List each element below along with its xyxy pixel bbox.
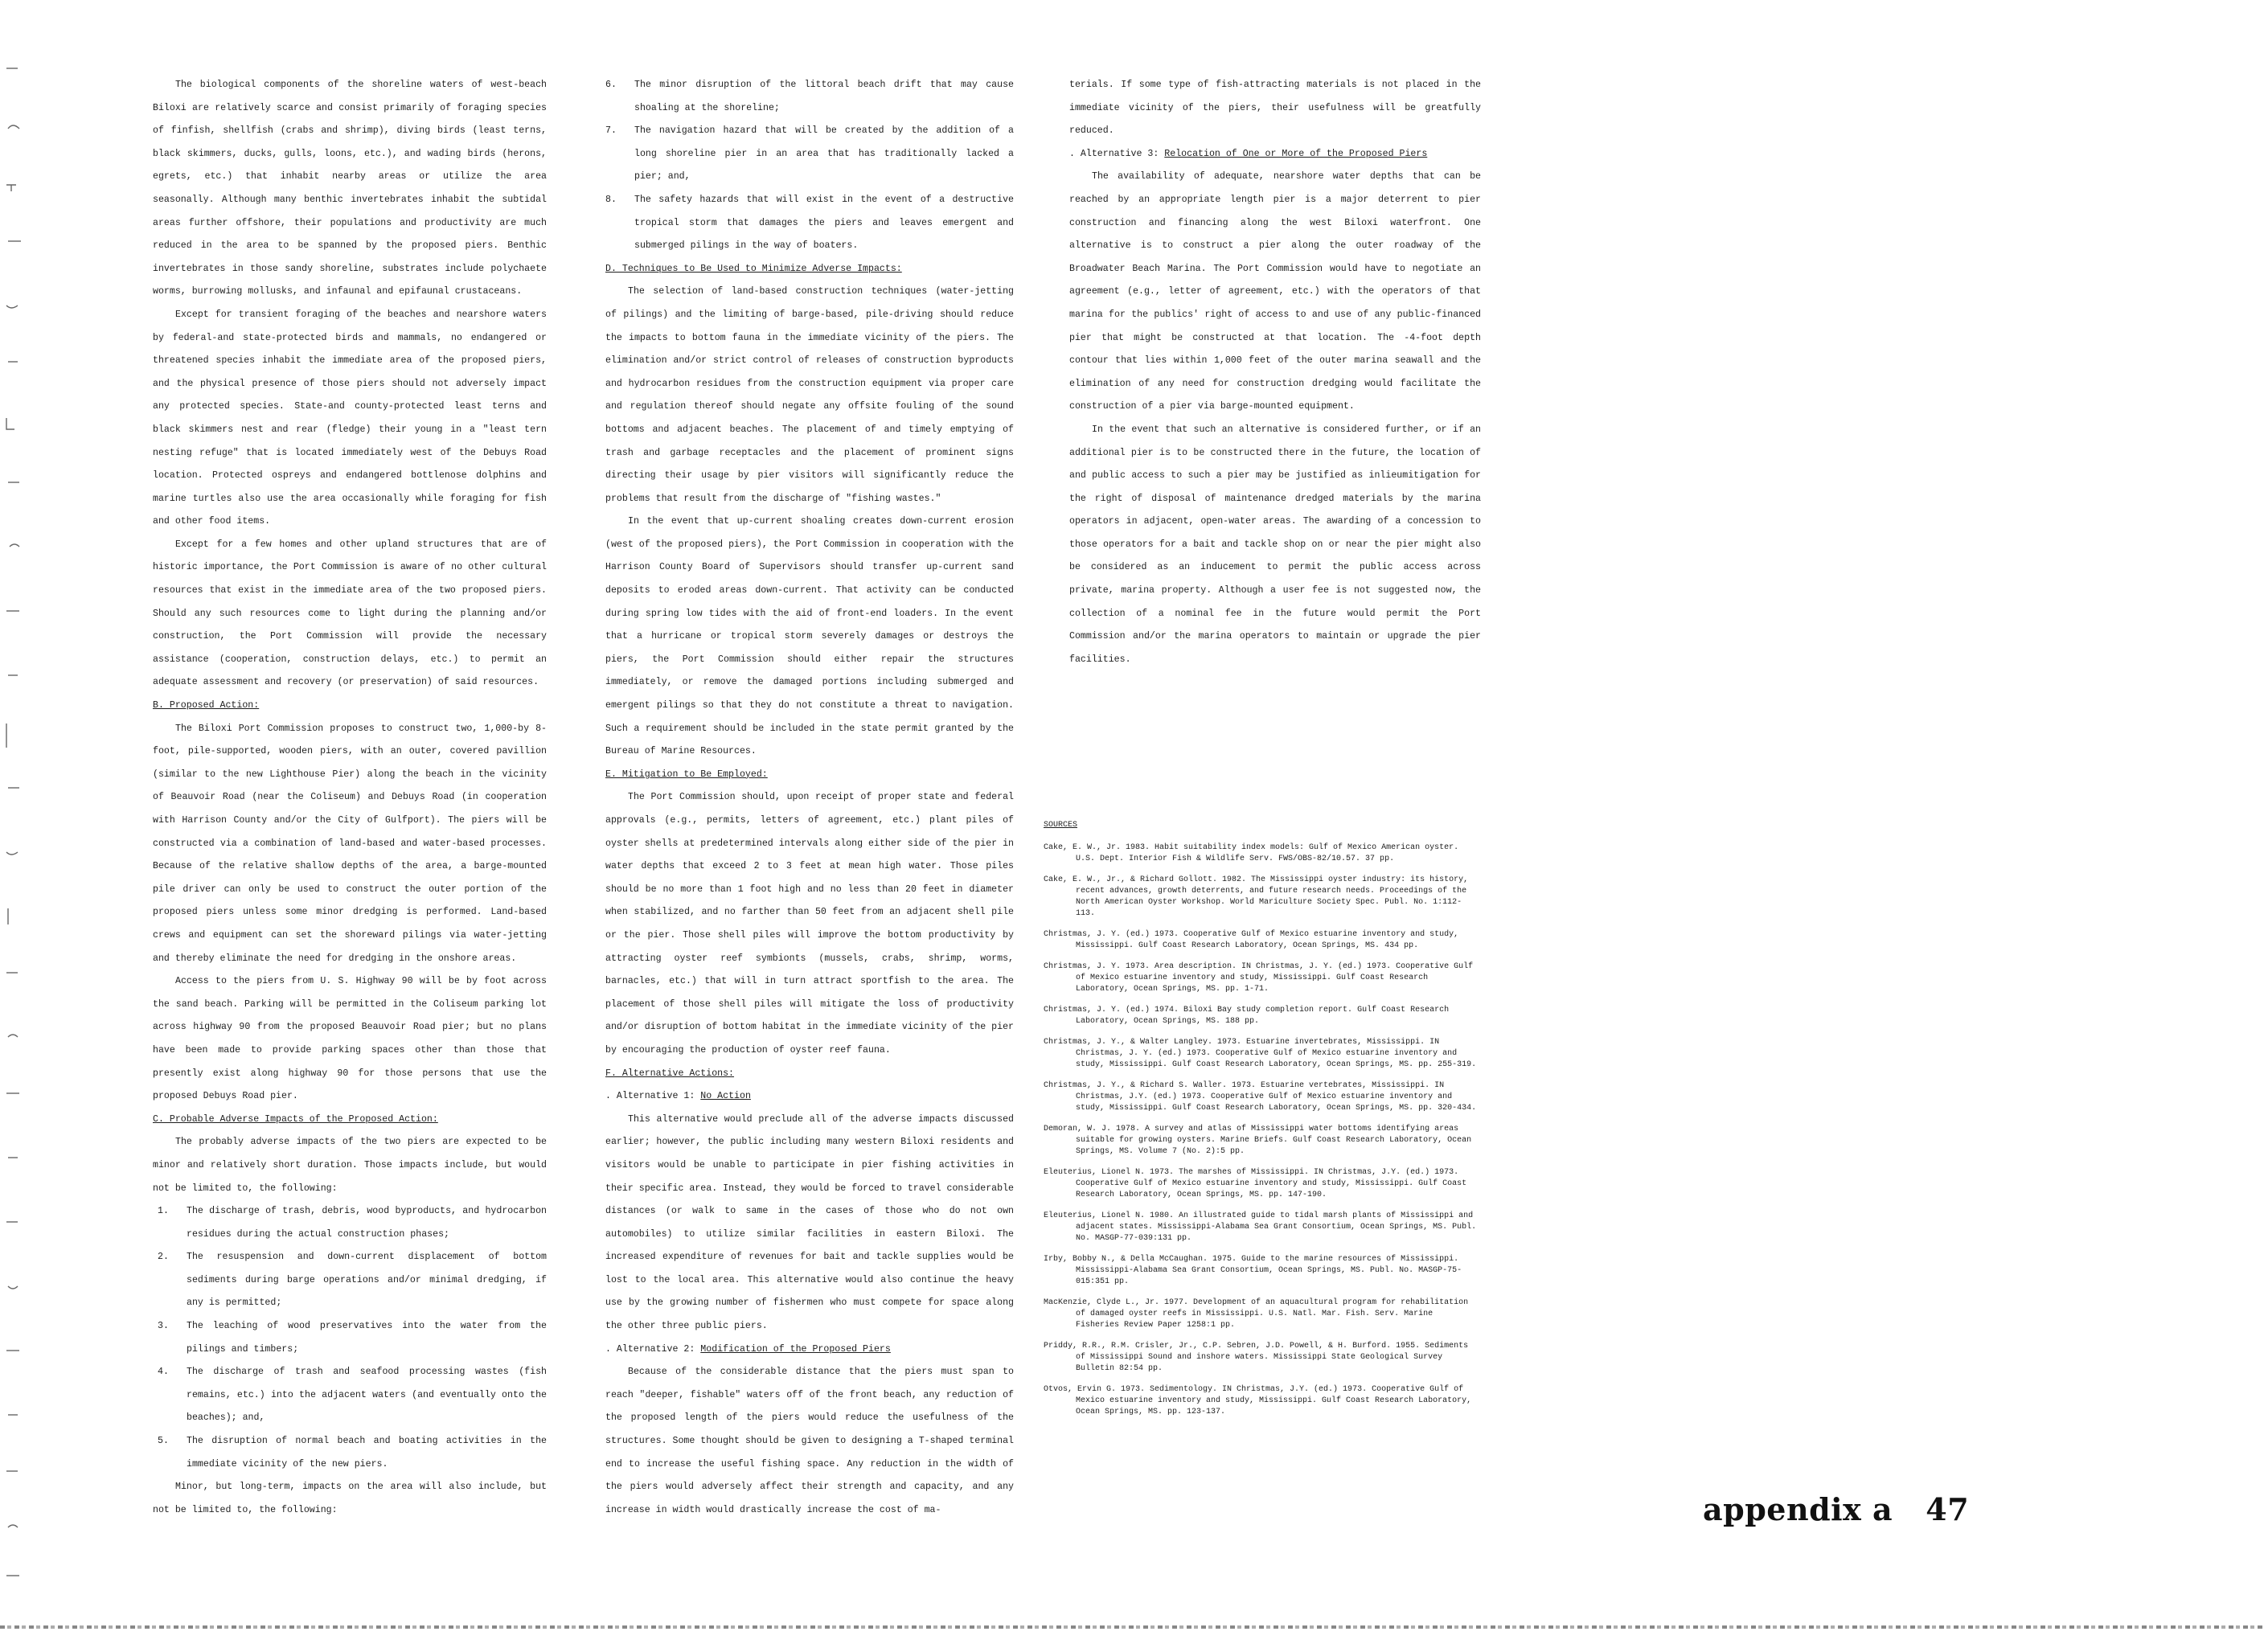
paragraph: Because of the considerable distance that the piers must span to reach "deeper, fishable" waters off of the front beach, any reduction of the proposed length of the piers would reduce the usefulness of the structures. Some thought should be given to designing a T-shaped terminal end to increase the useful fishing space. Any reduction in the width of the piers would adversely affect their strength and capacity, and any increase in width would drastically increase the cost of ma- [605, 1367, 1014, 1515]
reference-entry: Cake, E. W., Jr. 1983. Habit suitability index models: Gulf of Mexico American oyster. U.S. Dept. Interior Fish & Wildlife Serv. FWS/OBS-82/10.57. 37 pp. [1044, 843, 1459, 863]
sources-heading: SOURCES [1044, 821, 1078, 830]
alternative-prefix: . Alternative 2: [605, 1343, 695, 1355]
reference-entry: Eleuterius, Lionel N. 1973. The marshes of Mississippi. IN Christmas, J.Y. (ed.) 1973. Cooperative Gulf of Mexico estuarine inventory and study, Mississippi. Gulf Coast Research Laboratory, Ocean Springs, MS. pp. 147-190. [1044, 1168, 1467, 1199]
alternative-prefix: . Alternative 3: [1069, 148, 1159, 159]
section-heading-d: D. Techniques to Be Used to Minimize Adverse Impacts: [605, 263, 902, 274]
paragraph: In the event that such an alternative is considered further, or if an additional pier is to be constructed there in the future, the location of and public access to such a pier may be justified as inlieumitigation for the right of disposal of maintenance dredged materials by the marina operators in adjacent, open-water areas. The awarding of a concession to those operators for a bait and tackle shop on or near the pier might also be considered as an inducement to permit the public access across private, marina property. Although a user fee is not suggested now, the collection of a nominal fee in the future would permit the Port Commission and/or the marina operators to maintain or upgrade the pier facilities. [1069, 424, 1481, 665]
reference-entry: MacKenzie, Clyde L., Jr. 1977. Development of an aquacultural program for rehabilitation of damaged oyster reefs in Mississippi. U.S. Natl. Mar. Fish. Serv. Marine Fisheries Review Paper 1258:1 pp. [1044, 1298, 1469, 1330]
paragraph: Except for transient foraging of the beaches and nearshore waters by federal-and state-protected birds and mammals, no endangered or threatened species inhabit the immediate area of the proposed piers, and the physical presence of those piers should not adversely impact any protected species. State-and county-protected least terns and black skimmers nest and rear (fledge) their young in a "least tern nesting refuge" that is located immediately west of the Debuys Road location. Protected ospreys and endangered bottlenose dolphins and marine turtles also use the area occasionally while foraging for fish and other food items. [153, 309, 547, 527]
appendix-label: appendix a [1703, 1491, 1893, 1527]
paragraph: Access to the piers from U. S. Highway 90 will be by foot across the sand beach. Parking will be permitted in the Coliseum parking lot across highway 90 from the proposed Beauvoir Road pier; but no plans have been made to provide parking spaces other than those that presently exist along highway 90 for those persons that use the proposed Debuys Road pier. [153, 976, 547, 1102]
text-column-3 [1069, 74, 1481, 671]
paragraph: The biological components of the shoreline waters of west-beach Biloxi are relatively scarce and consist primarily of foraging species of finfish, shellfish (crabs and shrimp), diving birds (least terns, black skimmers, ducks, gulls, loons, etc.), and wading birds (herons, egrets, etc.) that inhabit nearby areas or utilize the area seasonally. Although many benthic invertebrates inhabit the subtidal areas further offshore, their populations and productivity are much reduced in the area to be spanned by the proposed piers. Benthic invertebrates in those sandy shoreline, substrates include polychaete worms, burrowing mollusks, and infaunal and epifaunal crustaceans. [153, 80, 547, 297]
paragraph: This alternative would preclude all of the adverse impacts discussed earlier; however, the public including many western Biloxi residents and visitors would be unable to participate in pier fishing activities in their specific area. Instead, they would be forced to travel considerable distances (or walk to same in the cases of those who do not own automobiles) to utilize similar facilities in eastern Biloxi. The increased expenditure of revenues for bait and tackle supplies would be lost to the local area. This alternative would also continue the heavy use by the growing number of fishermen who must compete for space along the other three public piers. [605, 1113, 1014, 1332]
alternative-prefix: . Alternative 1: [605, 1091, 695, 1102]
paragraph: The Port Commission should, upon receipt of proper state and federal approvals (e.g., permits, letters of agreement, etc.) plant piles of oyster shells at predetermined intervals along either side of the pier in water depths that exceed 2 to 3 feet at mean high water. Those piles should be no more than 1 foot high and no less than 20 feet in diameter when stabilized, and no farther than 50 feet from an adjacent shell pile or the pier. Those shell piles will improve the bottom productivity by attracting oyster reef symbionts (mussels, crabs, shrimp, worms, barnacles, etc.) that will in turn attract sportfish to the area. The placement of those shell piles will mitigate the loss of productivity and/or disruption of bottom habitat in the immediate vicinity of the pier by encouraging the production of oyster reef fauna. [605, 792, 1014, 1056]
reference-entry: Otvos, Ervin G. 1973. Sedimentology. IN Christmas, J.Y. (ed.) 1973. Cooperative Gulf of Mexico estuarine inventory and study, Mississippi. Gulf Coast Research Laboratory, Ocean Springs, MS. pp. 123-137. [1044, 1385, 1472, 1416]
paragraph: In the event that up-current shoaling creates down-current erosion (west of the proposed piers), the Port Commission in cooperation with the Harrison County Board of Supervisors should transfer up-current sand deposits to eroded areas down-current. That activity can be conducted during spring low tides with the aid of front-end loaders. In the event that a hurricane or tropical storm severely damages or destroys the piers, the Port Commission should either repair the structures immediately, or remove the damaged portions including submerged and emergent pilings so that they do not constitute a threat to navigation. Such a requirement should be included in the state permit granted by the Bureau of Marine Resources. [605, 516, 1014, 757]
list-item [153, 1361, 547, 1430]
list-item [153, 1315, 547, 1361]
page-footer [1703, 1491, 1969, 1527]
paragraph: terials. If some type of fish-attracting materials is not placed in the immediate vicinity of the piers, their usefulness will be greatfully reduced. [1069, 80, 1481, 137]
list-number: 2. [158, 1252, 169, 1263]
list-text: The disruption of normal beach and boating activities in the immediate vicinity of the new piers. [187, 1436, 547, 1470]
reference-entry: Christmas, J. Y. (ed.) 1973. Cooperative Gulf of Mexico estuarine inventory and study, Mississippi. Gulf Coast Research Laboratory, Ocean Springs, MS. 434 pp. [1044, 930, 1459, 950]
list-text: The discharge of trash, debris, wood byproducts, and hydrocarbon residues during the actual construction phases; [187, 1206, 547, 1240]
scan-bottom-edge [0, 1625, 2264, 1629]
text-column-2 [605, 74, 1014, 1522]
list-item [605, 74, 1014, 120]
list-text: The safety hazards that will exist in the event of a destructive tropical storm that damages the piers and leaves emergent and submerged pilings in the way of boaters. [634, 194, 1014, 252]
list-number: 3. [158, 1321, 169, 1332]
reference-entry: Cake, E. W., Jr., & Richard Gollott. 1982. The Mississippi oyster industry: its history, recent advances, growth deterrents, and future research needs. Proceedings of the North American Oyster Workshop. World Mariculture Society Spec. Publ. No. 1:112-113. [1044, 875, 1469, 918]
reference-entry: Priddy, R.R., R.M. Crisler, Jr., C.P. Sebren, J.D. Powell, & H. Burford. 1955. Sediments of Mississippi Sound and inshore waters. Mississippi State Geological Survey Bulletin 82:54 pp. [1044, 1342, 1469, 1373]
alternative-heading [605, 1085, 1014, 1109]
list-text: The discharge of trash and seafood processing wastes (fish remains, etc.) into the adjacent waters (and eventually onto the beaches); and, [187, 1367, 547, 1424]
scan-margin-marks-svg [0, 0, 48, 1648]
list-item [153, 1246, 547, 1315]
reference-entry: Demoran, W. J. 1978. A survey and atlas of Mississippi water bottoms identifying areas suitable for growing oysters. Marine Briefs. Gulf Coast Research Laboratory, Ocean Springs, MS. Volume 7 (No. 2):5 pp. [1044, 1125, 1472, 1156]
reference-entry: Christmas, J. Y. (ed.) 1974. Biloxi Bay study completion report. Gulf Coast Research Laboratory, Ocean Springs, MS. 188 pp. [1044, 1006, 1450, 1026]
alternative-title: Relocation of One or More of the Proposed Piers [1164, 148, 1428, 159]
alternative-heading [1069, 143, 1481, 166]
alternative-title: No Action [700, 1091, 751, 1102]
sources-section [1044, 820, 1479, 1428]
section-heading-f: F. Alternative Actions: [605, 1068, 735, 1079]
list-number: 4. [158, 1367, 169, 1378]
page-number: 47 [1926, 1491, 1970, 1527]
section-heading-c: C. Probable Adverse Impacts of the Proposed Action: [153, 1113, 438, 1125]
list-text: The leaching of wood preservatives into the water from the pilings and timbers; [187, 1321, 547, 1355]
section-heading-b: B. Proposed Action: [153, 700, 260, 711]
paragraph: The probably adverse impacts of the two piers are expected to be minor and relatively short duration. Those impacts include, but would not be limited to, the following: [153, 1137, 547, 1194]
list-item [153, 1430, 547, 1476]
reference-entry: Irby, Bobby N., & Della McCaughan. 1975. Guide to the marine resources of Mississippi. Mississippi-Alabama Sea Grant Consortium, Ocean Springs, MS. Publ. No. MASGP-75-015:351 pp. [1044, 1255, 1462, 1286]
paragraph: Except for a few homes and other upland structures that are of historic importance, the Port Commission is aware of no other cultural resources that exist in the immediate area of the two proposed piers. Should any such resources come to light during the planning and/or construction, the Port Commission will provide the necessary assistance (cooperation, construction delays, etc.) to permit an adequate assessment and recovery (or preservation) of said resources. [153, 539, 547, 688]
list-text: The minor disruption of the littoral beach drift that may cause shoaling at the shoreline; [634, 80, 1014, 113]
reference-entry: Christmas, J. Y., & Richard S. Waller. 1973. Estuarine vertebrates, Mississippi. IN Christmas, J.Y. (ed.) 1973. Cooperative Gulf of Mexico estuarine inventory and study, Mississippi. Gulf Coast Research Laboratory, Ocean Springs, MS. pp. 320-434. [1044, 1081, 1477, 1113]
reference-entry: Eleuterius, Lionel N. 1980. An illustrated guide to tidal marsh plants of Mississippi and adjacent states. Mississippi-Alabama Sea Grant Consortium, Ocean Springs, MS. Publ. No. MASGP-77-039:131 pp. [1044, 1211, 1477, 1243]
list-item [153, 1200, 547, 1246]
list-item [605, 120, 1014, 189]
alternative-heading [605, 1338, 1014, 1362]
paragraph: Minor, but long-term, impacts on the area will also include, but not be limited to, the following: [153, 1482, 547, 1515]
list-number: 7. [605, 125, 617, 137]
list-text: The resuspension and down-current displacement of bottom sediments during barge operations and/or minimal dredging, if any is permitted; [187, 1252, 547, 1309]
scan-margin-marks [0, 0, 48, 1648]
list-text: The navigation hazard that will be created by the addition of a long shoreline pier in an area that has traditionally lacked a pier; and, [634, 125, 1014, 182]
reference-entry: Christmas, J. Y. 1973. Area description. IN Christmas, J. Y. (ed.) 1973. Cooperative Gulf of Mexico estuarine inventory and study, Mississippi. Gulf Coast Research Laboratory, Ocean Springs, MS. pp. 1-71. [1044, 962, 1474, 994]
paragraph: The availability of adequate, nearshore water depths that can be reached by an appropriate length pier is a major deterrent to pier construction and financing along the west Biloxi waterfront. One alternative is to construct a pier along the outer roadway of the Broadwater Beach Marina. The Port Commission would have to negotiate an agreement (e.g., letter of agreement, etc.) with the operators of that marina for the publics' right of access to and use of any public-financed pier that might be constructed at that location. The -4-foot depth contour that lies within 1,000 feet of the outer marina seawall and the elimination of any need for construction dredging would facilitate the construction of a pier via barge-mounted equipment. [1069, 171, 1481, 412]
paragraph: The selection of land-based construction techniques (water-jetting of pilings) and the limiting of barge-based, pile-driving should reduce the impacts to bottom fauna in the immediate vicinity of the piers. The elimination and/or strict control of releases of construction byproducts and hydrocarbon residues from the construction equipment via proper care and regulation thereof should negate any offsite fouling of the sound bottoms and adjacent beaches. The placement of and timely emptying of trash and garbage receptacles and the placement of prominent signs directing their usage by pier visitors will significantly reduce the problems that result from the discharge of "fishing wastes." [605, 286, 1014, 504]
list-item [605, 189, 1014, 258]
alternative-title: Modification of the Proposed Piers [700, 1343, 891, 1355]
section-heading-e: E. Mitigation to Be Employed: [605, 769, 768, 780]
paragraph: The Biloxi Port Commission proposes to construct two, 1,000-by 8-foot, pile-supported, wooden piers, with an outer, covered pavillion (similar to the new Lighthouse Pier) along the beach in the vicinity of Beauvoir Road (near the Coliseum) and Debuys Road (in cooperation with Harrison County and/or the City of Gulfport). The piers will be constructed via a combination of land-based and water-based processes. Because of the relative shallow depths of the area, a barge-mounted pile driver can only be used to construct the outer portion of the proposed piers unless some minor dredging is performed. Land-based crews and equipment can set the shoreward pilings via water-jetting and thereby eliminate the need for dredging in the onshore areas. [153, 723, 547, 964]
list-number: 5. [158, 1436, 169, 1447]
reference-entry: Christmas, J. Y., & Walter Langley. 1973. Estuarine invertebrates, Mississippi. IN Christmas, J. Y. (ed.) 1973. Cooperative Gulf of Mexico estuarine inventory and study, Mississippi. Gulf Coast Research Laboratory, Ocean Springs, MS. pp. 255-319. [1044, 1038, 1477, 1069]
list-number: 1. [158, 1206, 169, 1217]
text-column-1 [153, 74, 547, 1522]
list-number: 8. [605, 194, 617, 205]
list-number: 6. [605, 80, 617, 90]
